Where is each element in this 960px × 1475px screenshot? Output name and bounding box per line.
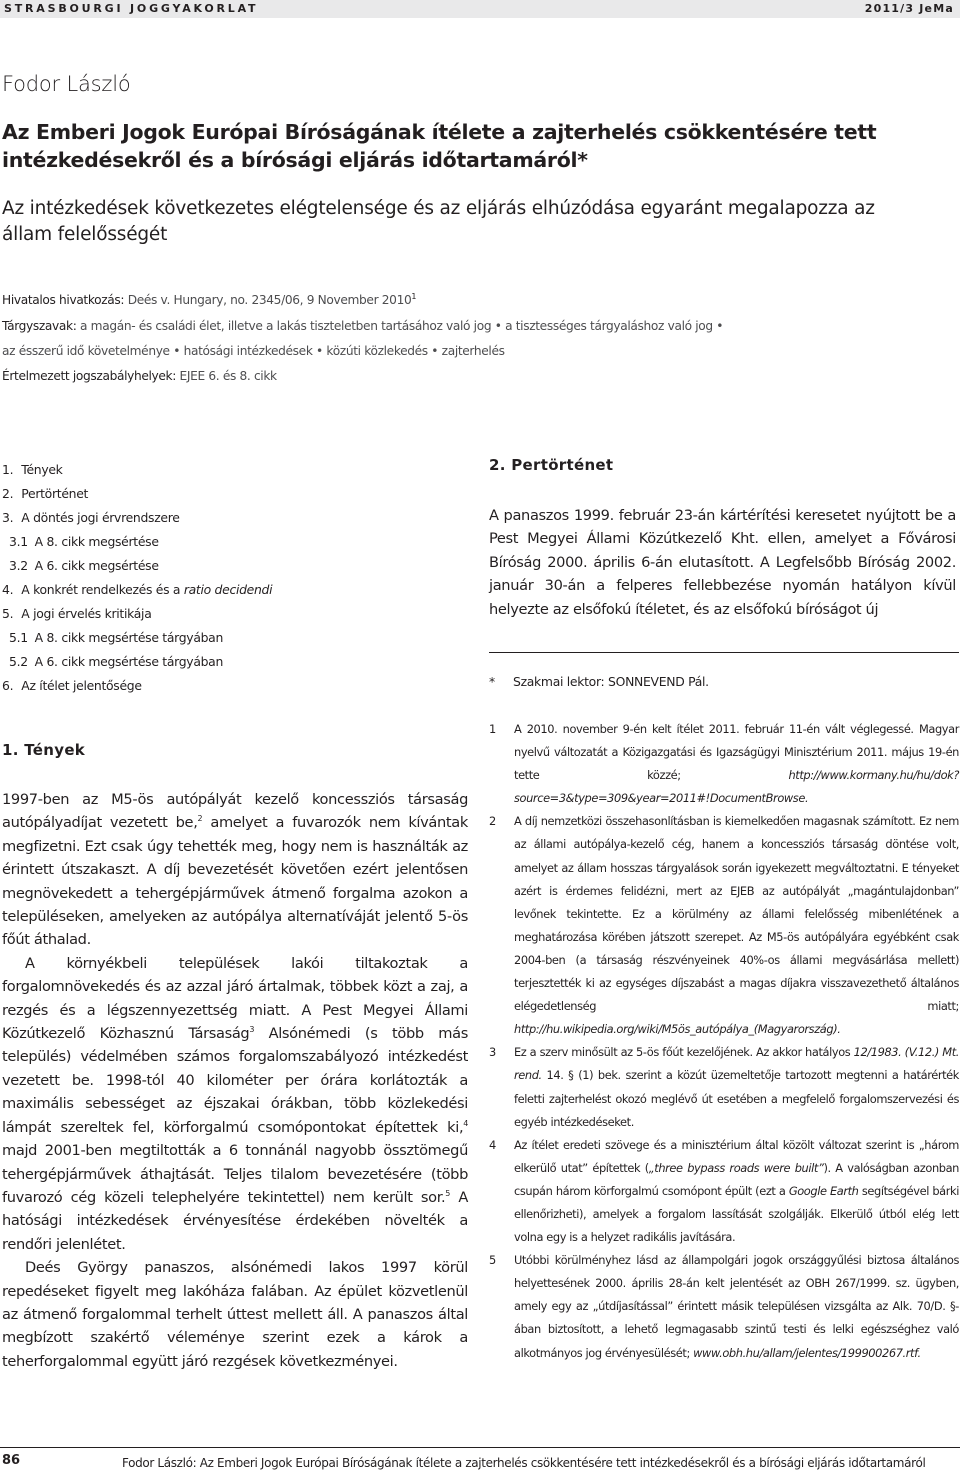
footnote-ref-3[interactable]: 3 [249,1025,255,1035]
paragraph: 1997-ben az M5-ös autópályát kezelő koncessziós társaság autópályadíjat vezetett be,$^2$ amelyet a fuvarozók nem kívántak megfizetni. Ezt csak úgy tehették meg, hogy nem is használták az érintett útszakaszt. A díj bevezetését követően ezért jelentősen megnövekedett a tehergépjárművek átmenő forgalma azokon a településeken, amelyeken az autópálya alternatíváját jelentő 5-ös főút áthalad. [2,791,468,949]
keywords-label: Tárgyszavak: [2,319,77,333]
section-body-facts [2,788,468,1373]
footer-rule [0,1447,960,1448]
footnote-5: 5 Utóbbi körülményhez lásd az állampolgári jogok országgyűlési biztosa általános helyettesének 2000. április 28-án kelt jelentését az OBH 267/1999. sz. ügyben, amely egy az „útdíjasítással” érintett másik településen vizsgálta az Alk. 70/D. §-ában biztosított, a lehető legmagasabb szintű testi és lelki egészséghez való alkotmányos jog érvényesülését; www.obh.hu/allam/jelentes/199900267.rtf. [489,1253,959,1360]
toc-item[interactable]: 1. Tények [2,462,63,477]
toc-item[interactable]: 3.1 A 8. cikk megsértése [9,534,159,549]
footnote-1: 1 A 2010. november 9-én kelt ítélet 2011. február 11-én vált véglegessé. Magyar nyelvű változatát a Közigazgatási és Igazságügyi Minisztérium 2011. május 19-én tette közzé; http://www.kormany.hu/hu/dok?source=3&type=309&year=2011#!DocumentBrowse. [489,722,959,806]
journal-name: STRASBOURGI JOGGYAKORLAT [4,2,259,15]
toc-item[interactable]: 5.1 A 8. cikk megsértése tárgyában [9,630,224,645]
footnote-link[interactable]: www.obh.hu/allam/jelentes/199900267.rtf. [693,1345,921,1360]
footnote-2: 2 A díj nemzetközi összehasonlításban is kiemelkedően magasnak számított. Ez nem az állami autópálya-kezelő cég, hanem a koncessziós társaság döntése volt, amelyet az állam hosszas tárgyalások során igyekezett megváltoztatni. E tényeket azért is érdemes felidézni, mert az EJEB az autópályát „magántulajdonban” levőnek tekintette. Ez a körülmény az állami felelősség mibenlétének a meghatározása körében játszott szerepet. Az M5-ös autópályára egyébként csak 2004-ben (a társaság részvényeinek 40%-os állami megvásárlása mellett) terjesztették ki az egységes díjszabást a magas díjakra visszavezethető általános elégedetlenség miatt; http://hu.wikipedia.org/wiki/M5ös_autópálya_(Magyarország). [489,814,959,1037]
article-title: Az Emberi Jogok Európai Bíróságának ítélete a zajterhelés csökkentésére tett intézkedésekről és a bírósági eljárás időtartamáról* [2,120,877,172]
footnote-3: 3 Ez a szerv minősült az 5-ös főút kezelőjének. Az akkor hatályos 12/1983. (V.12.) Mt. rend. 14. § (1) bek. szerint a közút üzemeltetője tartozott megtenni a határérték feletti zajterhelést okozó meglévő út esetében a megfelelő forgalomszervezési és egyéb intézkedéseket. [489,1045,959,1129]
interpreted-laws-label: Értelmezett jogszabályhelyek: [2,369,177,383]
toc-item[interactable]: 5.2 A 6. cikk megsértése tárgyában [9,654,224,669]
footnote-link[interactable]: http://hu.wikipedia.org/wiki/M5ös_autópálya_(Magyarország). [514,1022,841,1037]
author-name: Fodor László [2,72,131,96]
keywords-line-1 [2,318,952,334]
keywords-values-1: a magán- és családi élet, illetve a lakás tiszteletben tartásához való jog • a tisztességes tárgyaláshoz való jog • [80,319,724,333]
table-of-contents [2,458,332,698]
paragraph: A környékbeli települések lakói tiltakoztak a forgalomnövekedés és az azzal járó ártalmak, többek közt a zaj, a rezgés és a légszennyezettség miatt. A Pest Megyei Állami Közútkezelő Közhasznú Társaság$^3$ Alsónémedi (s több más település) védelmében számos forgalomszabályozó intézkedést vezetett be. 1998-tól 40 kilométer per órára korlátozták a maximális sebességet az éjszakai órákban, több közlekedési lámpát szereltek fel, körforgalmú csomópontokat építettek ki,$^4$ majd 2001-ben megtiltották a 6 tonnánál nagyobb össztömegű tehergépjárművek áthajtását. Teljes tilalom bevezetésére (több fuvarozó cég közeli telephelyére tekintettel) nem került sor.$^5$ A hatósági intézkedések érvényesítése érdekében növelték a rendőri jelenlétet. [2,954,468,1253]
keywords-line-2 [2,343,952,359]
issue-number: 2011/3 JeMa [864,2,954,15]
paragraph: A panaszos 1999. február 23-án kártérítési keresetet nyújtott be a Pest Megyei Állami Közútkezelő Kht. ellen, amelyet a Fővárosi Bíróság 2000. április 6-án elutasított. A Legfelsőbb Bíróság 2002. január 30-án a felperes fellebbezése nyomán hatályon kívül helyezte az elsőfokú ítéletet, és az elsőfokú bíróságot új [489,507,956,618]
footnote-ref-5[interactable]: 5 [445,1189,451,1199]
footnotes [489,718,959,1365]
footnote-ref-4[interactable]: 4 [463,1118,468,1128]
section-heading-facts: 1. Tények [2,741,86,759]
keywords-values-2: az ésszerű idő követelménye • hatósági intézkedések • közúti közlekedés • zajterhelés [2,344,505,358]
toc-item[interactable]: 2. Pertörténet [2,486,89,501]
interpreted-laws-value: EJEE 6. és 8. cikk [179,369,277,383]
toc-item[interactable]: 5. A jogi érvelés kritikája [2,606,152,621]
footnote-ref-1[interactable]: 1 [411,291,417,301]
toc-item[interactable]: 4. A konkrét rendelkezés és a ratio decidendi [2,582,273,597]
reviewer-note: * Szakmai lektor: SONNEVEND Pál. [489,674,709,689]
footnote-4: 4 Az ítélet eredeti szövege és a minisztérium által közölt változat szerint is „három elkerülő utat” építettek („three bypass roads were built”). A valóságban azonban csupán három körforgalmú csomópont épült (ezt a Google Earth segítségével bárki ellenőrizheti), amelyek a forgalom lassítását szolgálják. Elkerülő útból elég lett volna egy is a helyzet radikális javítására. [489,1137,959,1245]
official-reference [2,292,952,308]
toc-item[interactable]: 6. Az ítélet jelentősége [2,678,142,693]
section-body-history [489,504,956,621]
footnote-link[interactable]: http://www.kormany.hu/hu/dok?source=3&type=309&year=2011#!DocumentBrowse. [514,768,959,806]
paragraph: Deés György panaszos, alsónémedi lakos 1997 körül repedéseket figyelt meg lakóháza falában. Az épület közvetlenül az átmenő forgalommal terhelt úttest mellett áll. A panaszos által megbízott szakértő véleménye szerint ezek a károk a teherforgalommal együtt járó rezgések következményei. [2,1259,468,1370]
official-reference-value: Deés v. Hungary, no. 2345/06, 9 November 2010 [127,293,412,307]
footnote-divider [489,652,959,653]
official-reference-label: Hivatalos hivatkozás: [2,293,125,307]
article-subtitle: Az intézkedések következetes elégtelensége és az eljárás elhúzódása egyaránt megalapozza az állam felelősségét [2,198,875,245]
toc-item[interactable]: 3.2 A 6. cikk megsértése [9,558,159,573]
footnote-ref-2[interactable]: 2 [197,814,203,824]
running-footer: Fodor László: Az Emberi Jogok Európai Bíróságának ítélete a zajterhelés csökkentésére tett intézkedésekről és a bírósági eljárás időtartamáról [122,1456,926,1470]
page-number: 86 [2,1453,21,1468]
running-header [0,0,960,18]
toc-item[interactable]: 3. A döntés jogi érvrendszere [2,510,180,525]
interpreted-laws [2,368,952,384]
section-heading-history: 2. Pertörténet [489,456,614,474]
